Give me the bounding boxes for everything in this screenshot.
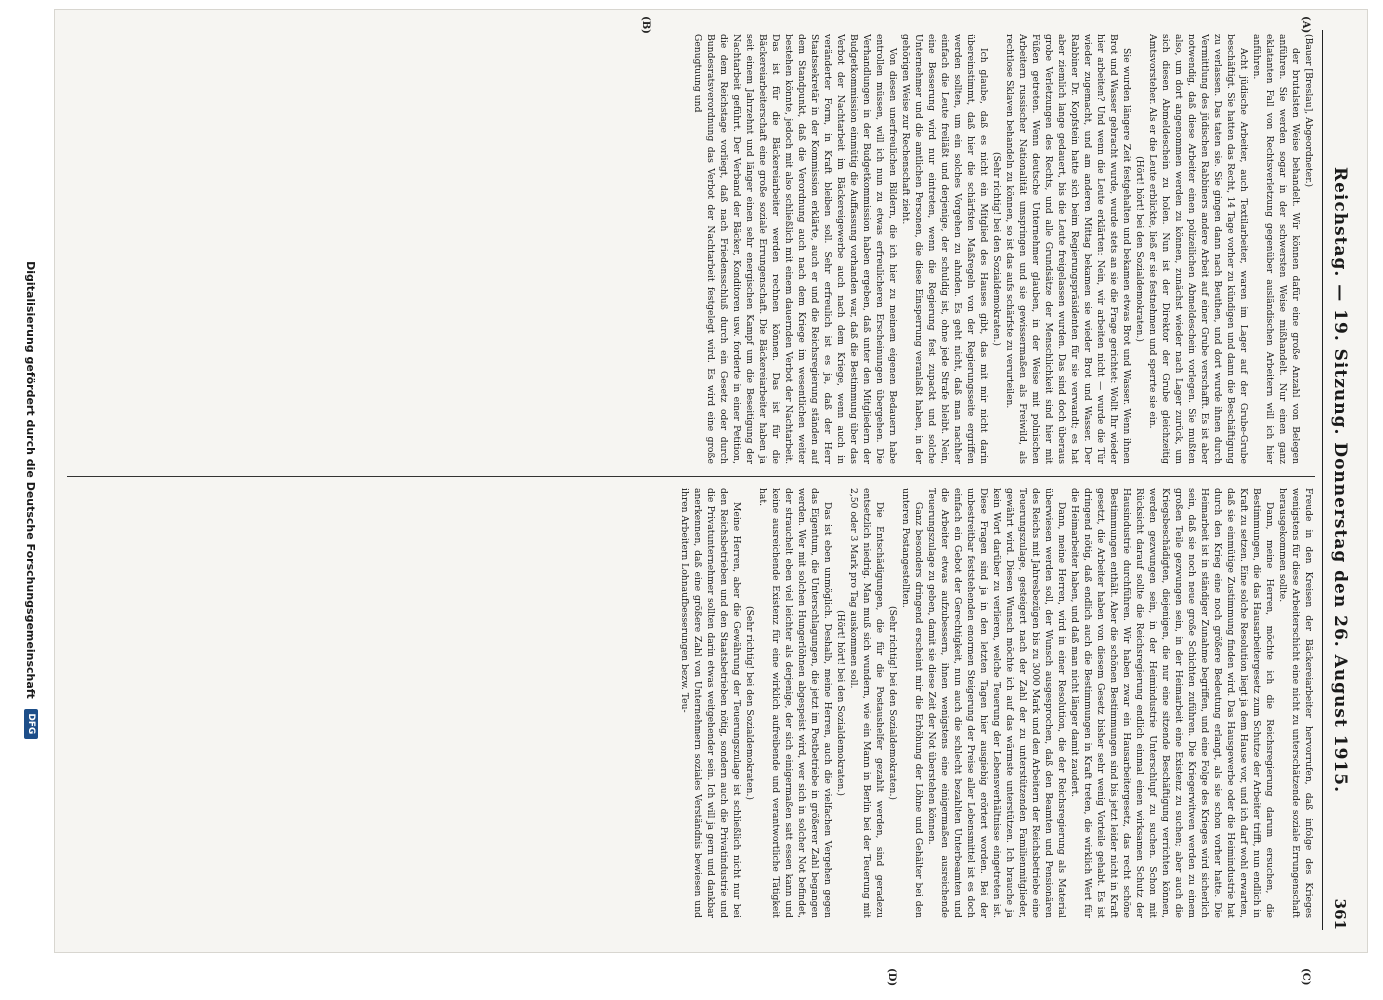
newspaper-page: [55, 10, 1367, 987]
paragraph: Ganz besonders dringend erscheint mir die Erhöhung der Löhne und Gehälter bei den unteren Postangestellten.: [900, 488, 924, 918]
left-column: [67, 34, 1315, 464]
paragraph: Dann, meine Herren, möchte ich die Reichsregierung darum ersuchen, die Bestimmungen, die das Hausarbeitergesetz zum Schutze der Arbeiter trifft, nun endlich in Kraft zu setzen. Eine solche Resolution liegt ja dem Hause vor, und ich darf wohl erwarten, daß sie einmütige Zustimmung finden wird. Das Hausgewerbe oder die Heimindustrie hat durch den Krieg eine noch größere Bedeutung erlangt, als sie schon vorher hatte. Die Heimarbeit ist in ständiger Zunahme begriffen, und eine Folge des Krieges wird sicherlich sein, daß sie noch neue große Schichten zuführen. Die Kriegerwitwen werden zu einem großen Teile gezwungen sein, in der Heimarbeit eine Existenz zu suchen; aber auch die Kriegsbeschädigten, diejenigen, die nur eine sitzende Beschäftigung verrichten können, werden gezwungen sein, in der Heimindustrie Unterschlupf zu suchen. Schon mit Rücksicht darauf sollte die Reichsregierung endlich einmal einen wirksamen Schutz der Hausindustrie durchführen. Wir haben zwar ein Hausarbeitergesetz, das recht schöne Bestimmungen enthält. Aber die schönen Bestimmungen sind bis jetzt leider nicht in Kraft gesetzt, die Arbeiter haben von diesem Gesetz bisher sehr wenig Vorteile gehabt. Es ist dringend nötig, daß endlich auch die Bestimmungen in Kraft treten, die wirklich Wert für die Heimarbeiter haben, und daß man nicht länger damit zaudert.: [1069, 488, 1275, 918]
speaker-line: (Bauer [Breslau], Abgeordneter.): [1303, 34, 1314, 188]
paragraph: Die Entschädigungen, die für die Postaushelfer gezahlt werden, sind geradezu entsetzlich niedrig. Man muß sich wundern, wie ein Mann in Berlin bei der Teuerung mit 2,50 oder 3 Mark pro Tag auskommen soll.: [848, 488, 885, 918]
interjection: (Sehr richtig! bei den Sozialdemokraten.): [887, 606, 898, 800]
paragraph: Freude in den Kreisen der Bäckereiarbeiter hervorrufen, daß infolge des Krieges wenigstens für diese Arbeiterschicht eine nicht zu unterschätzende soziale Errungenschaft herausgekommen sollte.: [1277, 488, 1314, 918]
interjection: (Hört! hört! bei den Sozialdemokraten.): [835, 610, 846, 796]
header-title: Reichstag. — 19. Sitzung. Donnerstag den 26. August 1915.: [1330, 166, 1350, 794]
paragraph: Von diesen unerfreulichen Bildern, die ich hier zu meinem eigenen Bedauern habe entrollen müssen, will ich nun zu etwas erfreulicheren Erscheinungen übergehen. Die Verhandlungen in der Budgetkommission haben ergeben, daß unter den Mitgliedern der Budgetkommission einmütig die Auffassung vorhanden war, daß die Bestimmung über das Verbot der Nachtarbeit im Bäckereigewerbe auch nach dem Kriege, wenn auch in veränderter Form, in Kraft bleiben soll. Sehr erfreulich ist es ja, daß der Herr Staatssekretär in der Kommission erklärte, auch er und die Reichsregierung ständen auf dem Standpunkt, daß die Verordnung auch nach dem Kriege im wesentlichen weiter bestehen könnte, jedoch mit also schließlich mit einem dauernden Verbot der Nachtarbeit. Das ist für die Bäckereiarbeiter werden rechnen können. Das ist für die Bäckereiarbeiterschaft eine große soziale Errungenschaft. Die Bäckereiarbeiter haben ja seit einem Jahrzehnt und länger einen sehr energischen Kampf um die Beseitigung der Nachtarbeit geführt. Der Verband der Bäcker, Konditoren usw. forderte in einer Petition, die dem Reichstage vorliegt, daß nach Friedensschluß durch ein Gesetz oder durch Bundesratsverordnung das Verbot der Nachtarbeit festgelegt wird. Es wird eine große Genugtuung und: [692, 34, 898, 464]
page-header: [1322, 30, 1357, 930]
interjection: (Hört! hört! bei den Sozialdemokraten.): [1134, 156, 1145, 342]
margin-marker-c: (C): [1300, 968, 1311, 986]
paragraph: der brutalsten Weise behandelt. Wir können dafür eine große Anzahl von Belegen anführen. Sie werden sogar in der schwersten Weise mißhandelt. Nur einen ganz eklatanten Fall von Rechtsverletzung gegenüber ausländischen Arbeitern will ich hier anführen.: [1251, 34, 1301, 464]
interjection: (Sehr richtig! bei den Sozialdemokraten.): [991, 152, 1002, 346]
credit-text: Digitalisierung gefördert durch die Deutsche Forschungsgemeinschaft: [24, 261, 38, 699]
page-number: 361: [1331, 898, 1349, 930]
right-column: [67, 488, 1315, 918]
margin-marker-b: (B): [640, 16, 651, 34]
paragraph: Das ist eben unmöglich. Deshalb, meine Herren, auch die vielfachen Vergehen gegen das Eigentum, die Unterschlagungen, die jetzt im Postbetriebe in größerer Zahl begangen werden. Wer mit solchen Hungerlöhnen abgespeist wird, wer sich in solcher Not befindet, der strauchelt eben viel leichter als derjenige, der sich einigermaßen satt essen kann und keine ausreichende Existenz für eine wirklich aufreibende und verantwortliche Tätigkeit hat.: [757, 488, 833, 918]
digitization-credit: [19, 0, 43, 1000]
margin-marker-a: (A): [1300, 16, 1311, 34]
paragraph: Acht jüdische Arbeiter, auch Textilarbeiter, waren im Lager auf der Grube-Grube beschäftigt. Sie hatten das Recht, 14 Tage vorher zu kündigen und dann die Beschäftigung zu verlassen. Das taten sie. Sie gingen dann nach Beuthen, und dort wurde ihnen durch Vermittlung des jüdischen Rabbiners andere Arbeit auf einer Grube verschafft. Es ist aber notwendig, daß diese Arbeiter einen polizeilichen Abmeldeschein vorlegen. Sie mußten also, um dort angenommen werden zu können, zunächst wieder nach Lager zurück, um sich diesen Abmeldeschein zu holen. Nun ist der Direktor der Grube gleichzeitig Amtsvorsteher. Als er die Leute erblickte, ließ er sie festnehmen und sperrte sie ein.: [1147, 34, 1249, 464]
paragraph: Ich glaube, daß es nicht ein Mitglied des Hauses gibt, das mit mir nicht darin übereinstimmt, daß hier die schärfsten Maßregeln von der Regierungsseite ergriffen werden sollten, um ein solches Vorgehen zu ahnden. Es geht nicht, daß man nachher einfach die Leute freiläßt und derjenige, der schuldig ist, ohne jede Strafe bleibt. Nein, eine Besserung wird nur eintreten, wenn die Regierung fest zupackt und solche Unternehmer und die amtlichen Personen, die diese Einsperrung veranlaßt haben, in der gehörigen Weise zur Rechenschaft zieht.: [900, 34, 989, 464]
dfg-logo-icon: DFG: [24, 709, 38, 739]
interjection: (Sehr richtig! bei den Sozialdemokraten.): [744, 606, 755, 800]
margin-marker-d: (D): [886, 968, 897, 987]
column-divider: [67, 476, 1315, 477]
paragraph: Sie wurden längere Zeit festgehalten und bekamen etwas Brot und Wasser. Wenn ihnen Brot und Wasser gebracht wurde, wurde stets an sie die Frage gerichtet: Wollt Ihr wieder hier arbeiten? Und wenn die Leute erklärten: Nein, wir arbeiten nicht — wurde die Tür wieder zugemacht, und am anderen Mittag bekamen sie wieder Brot und Wasser. Der Rabbiner Dr. Kopfstein hatte sich beim Regierungspräsidenten für sie verwandt; es hat aber ziemlich lange gedauert, bis die Leute freigelassen wurden. Das sind doch überaus grobe Verletzungen des Rechts, und alle Grundsätze der Menschlichkeit sind hier mit Füßen getreten. Wenn deutsche Unternehmer glauben, in der Weise mit polnischen Arbeitern russischer Nationalität umspringen und sie gewissermaßen als Freiwild, als rechtlose Sklaven behandeln zu können, so ist das aufs schärfste zu verurteilen.: [1004, 34, 1132, 464]
paragraph: Meine Herren, aber die Gewährung der Teuerungszulage ist schließlich nicht nur bei den Reichsbetrieben und den Staatsbetrieben nötig, sondern auch die Privatindustrie und die Privatunternehmer sollten darin etwas weitgehender sein. Ich will ja gern und dankbar anerkennen, daß eine größere Zahl von Unternehmern soziales Verständnis bewiesen und ihren Arbeitern Lohnaufbesserungen bezw. Teu-: [679, 488, 742, 918]
paragraph: Dann, meine Herren, wird in einer Resolution, die der Reichsregierung als Material überwiesen werden soll, der Wunsch ausgesprochen, daß den Beamten und Pensionären des Reichs mit Jahresbezügen bis zu 3000 Mark und den Arbeitern der Reichsbetriebe eine Teuerungszulage, gesteigert nach der Zahl der zu unterstützenden Familienmitglieder, gewährt wird. Diesen Wunsch möchte ich auf das wärmste unterstützen. Ich brauche ja kein Wort darüber zu verlieren, welche Teuerung der Lebensverhältnisse eingetreten ist. Diese Fragen sind ja in den letzten Tagen hier ausgiebig erörtert worden. Bei der unbestreitbar feststehenden enormen Steigerung der Preise aller Lebensmittel ist es doch einfach ein Gebot der Gerechtigkeit, nun auch die schlecht bezahlten Unterbeamten und die Arbeiter etwas aufzubessern, ihnen wenigstens eine einigermaßen ausreichende Teuerungszulage zu geben, damit sie diese Zeit der Not überstehen können.: [926, 488, 1067, 918]
